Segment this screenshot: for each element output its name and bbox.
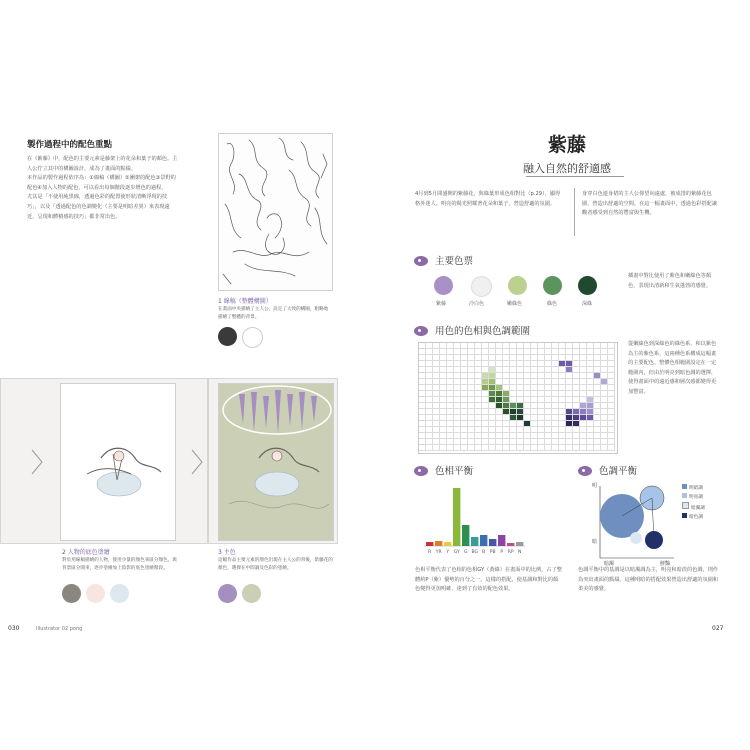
hue-tick-label: N xyxy=(518,550,522,555)
step1-color-swatch xyxy=(218,327,237,346)
hue-bar-y xyxy=(444,542,451,546)
intro-left-text: 4月到5月間盛開的紫藤花，與綠葉形成色相對比（p.29），顯得格外迷人。明亮的陽光照耀著花朵和葉子，營造舒適的氛圍。 xyxy=(415,191,561,207)
tone-grid-cell xyxy=(580,445,587,451)
main-color-swatch xyxy=(471,276,492,297)
hue-tick-label: R xyxy=(428,550,432,555)
hue-bar-b xyxy=(480,535,487,546)
step3-title: 3 主色 xyxy=(218,549,236,556)
tone-grid-cell xyxy=(552,445,559,451)
legend-item: 暗色調 xyxy=(682,513,722,522)
tone-balance-diagram xyxy=(578,482,722,566)
main-colors-note: 插畫中對比使用了紫色和嫩綠色等顏色，表現出清新和生氣蓬勃的感覺。 xyxy=(628,273,712,289)
hue-tone-grid xyxy=(418,342,618,454)
step1-title: 1 線稿（整體構圖） xyxy=(218,298,272,305)
tone-grid-cell xyxy=(587,445,594,451)
tone-grid-cell xyxy=(419,445,426,451)
step2-color-swatch xyxy=(86,584,105,603)
step2-figure-image xyxy=(60,383,176,541)
main-colors-heading: 主要色票 xyxy=(435,256,474,267)
main-color-swatch xyxy=(578,276,597,295)
intro-divider xyxy=(574,188,575,236)
swatch-label: 冷白色 xyxy=(469,301,485,307)
palette-icon xyxy=(578,466,592,476)
step2-text: 對於用線稿描繪的人物，使用少量的顏色來區分顏色，與背景區分開來，逐步塗繪加上陰影的底色塗繪階段。 xyxy=(62,558,177,571)
tone-grid-cell xyxy=(503,445,510,451)
hue-bar-gy xyxy=(453,488,460,546)
palette-icon xyxy=(414,466,428,476)
figure-drawing xyxy=(61,384,175,540)
section-heading: 製作過程中的配色重點 xyxy=(27,140,113,150)
hue-bar-p xyxy=(498,535,505,546)
hue-balance-chart xyxy=(418,480,558,564)
tone-grid-cell xyxy=(601,445,608,451)
chevron-right-icon xyxy=(30,448,44,476)
step2-title: 2 人物的底色塗繪 xyxy=(62,549,110,556)
tone-grid-cell xyxy=(496,445,503,451)
wisteria-drawing xyxy=(219,384,333,540)
step1-text: 在畫面中央描繪了主人公，設定了大致的構圖，粗略地描繪了整體的背景。 xyxy=(218,307,329,320)
tone-grid-cell xyxy=(461,445,468,451)
tone-grid-cell xyxy=(545,445,552,451)
tone-grid-cell xyxy=(482,445,489,451)
tone-axis-top-label: 明 xyxy=(592,483,598,489)
step3-wisteria-image xyxy=(218,383,334,541)
tone-balance-text: 色調平衡中的基調是以暗濁調為主，明亮和暗淡的色調，則作為突出畫面的點綴。這種明暗的搭配效果營造出舒適的氛圍和柔美的感覺。 xyxy=(578,567,719,593)
palette-icon xyxy=(414,256,428,266)
running-head: Illustrator 02 pong xyxy=(36,626,83,632)
hue-tick-label: G xyxy=(463,550,468,555)
tone-grid-cell xyxy=(440,445,447,451)
tone-grid-cell xyxy=(524,445,531,451)
hue-bar-yr xyxy=(435,541,442,546)
hue-tick-label: GY xyxy=(453,550,460,555)
legend-item: 明亮調 xyxy=(682,493,722,502)
tone-grid-cell xyxy=(475,445,482,451)
hue-bar-pb xyxy=(489,539,496,546)
page-title: 紫藤 xyxy=(548,134,587,156)
tone-grid-cell xyxy=(559,445,566,451)
tone-balance-heading: 色調平衡 xyxy=(599,466,638,477)
main-color-swatch xyxy=(434,276,453,295)
tone-axis-vivid-label: 鮮豔 xyxy=(660,561,671,567)
hue-bar-n xyxy=(516,542,523,546)
swatch-label: 綠色 xyxy=(547,301,558,307)
tone-legend xyxy=(682,484,722,522)
hue-tick-label: RP xyxy=(507,550,514,555)
hue-tick-label: PB xyxy=(489,550,496,555)
tone-grid-cell xyxy=(433,445,440,451)
step3-color-swatch xyxy=(242,584,261,603)
sketch-lines xyxy=(219,134,332,290)
hue-tick-label: BG xyxy=(471,550,478,555)
tone-grid-cell xyxy=(426,445,433,451)
tone-grid-cell xyxy=(489,445,496,451)
step3-text: 這幅作品主要元素的顏色出現在主人公的背後，紫藤花的顏色，選擇在中間調及色彩的塗繪。 xyxy=(218,558,333,571)
legend-item: 明暗調 xyxy=(682,484,722,493)
tone-grid-cell xyxy=(447,445,454,451)
tone-grid-cell xyxy=(454,445,461,451)
hue-balance-heading: 色相平衡 xyxy=(435,466,474,477)
step2-color-swatch xyxy=(110,584,129,603)
hue-tone-heading: 用色的色相與色調範圍 xyxy=(435,326,531,337)
intro-right-text: 身穿白色連身裙的主人公仰望向遠處，被成排的紫藤花包圍，營造出舒適的空間。在這一幅畫面中，透過色彩搭配讓觀者感受到自然的豐富與生機。 xyxy=(582,191,717,217)
palette-icon xyxy=(414,326,428,336)
hue-tick-label: Y xyxy=(446,550,450,555)
tone-grid-cell xyxy=(566,445,573,451)
tone-grid-cell xyxy=(531,445,538,451)
main-color-swatch xyxy=(508,276,527,295)
main-color-swatch xyxy=(543,276,562,295)
hue-tone-note: 從嫩綠色到深綠色的綠色系，和以紫色為主的紫色系，這兩種色系構成這幅畫的主要配色。整體色相範圍設定在一定範圍內，但由於明亮到暗色調的選擇，使得畫面中的遠近感和層次感都變得更加豐富。 xyxy=(628,341,717,395)
hue-bar-bg xyxy=(471,537,478,546)
swatch-label: 嫩綠色 xyxy=(507,301,523,307)
tone-grid-cell xyxy=(594,445,601,451)
left-page-number: 030 xyxy=(8,625,20,632)
tone-grid-cell xyxy=(468,445,475,451)
tone-grid-cell xyxy=(608,445,615,451)
tone-circle-pale xyxy=(630,532,642,544)
paragraph: 在《紫藤》中，配色的主要元素是藤架上的花朵和葉子的顏色。主人公佇立其中的構圖設計，成為了畫面的點綴。 xyxy=(27,156,178,172)
hue-bar-rp xyxy=(507,543,514,546)
hue-tick-label: B xyxy=(482,550,486,555)
subtitle-underline xyxy=(526,176,624,177)
tone-grid-cell xyxy=(517,445,524,451)
tone-grid-cell xyxy=(573,445,580,451)
step1-sketch-image xyxy=(218,133,333,291)
paragraph: 本作品的製作過程依序為：①線稿（構圖）②團架的配色③景野的配色④加入人物的配色，可以看出每個階段逐步增色的過程。 xyxy=(27,175,176,191)
swatch-label: 深綠 xyxy=(582,301,593,307)
tone-grid-cell xyxy=(510,445,517,451)
right-page-number: 027 xyxy=(712,625,724,632)
step1-color-swatch xyxy=(242,327,263,348)
tone-axis-dark-label: 暗濁 xyxy=(604,561,615,567)
swatch-label: 紫藤 xyxy=(436,301,447,307)
left-body-text xyxy=(27,155,179,222)
tone-grid-cell xyxy=(538,445,545,451)
step2-color-swatch xyxy=(62,584,81,603)
tone-axis-bottom-label: 暗 xyxy=(592,539,598,545)
hue-balance-text: 色相平衡代表了色相的色相GY（黃綠）在畫面中的比例，占了整體約P（紫）優勢的百分之一。這樣的搭配，使基調和對比的顏色變得更加明確，達到了有效的配色效果。 xyxy=(415,567,562,593)
page-subtitle: 融入自然的舒適感 xyxy=(523,162,611,175)
legend-item: 暗濁調 xyxy=(682,502,722,513)
step3-color-swatch xyxy=(218,584,237,603)
chevron-right-icon xyxy=(190,448,204,476)
hue-tick-label: YR xyxy=(435,550,442,555)
paragraph: 尤其是「不使用純黑線，透過色彩的配置使形狀清晰浮現的技巧」，以及「透過配色的色調變化（主要是明暗差異）來表現遠近，呈現和體積感的技巧」都非常出色。 xyxy=(27,194,170,220)
hue-bar-g xyxy=(462,525,469,546)
hue-tick-label: P xyxy=(500,550,504,555)
hue-bar-r xyxy=(426,542,433,546)
